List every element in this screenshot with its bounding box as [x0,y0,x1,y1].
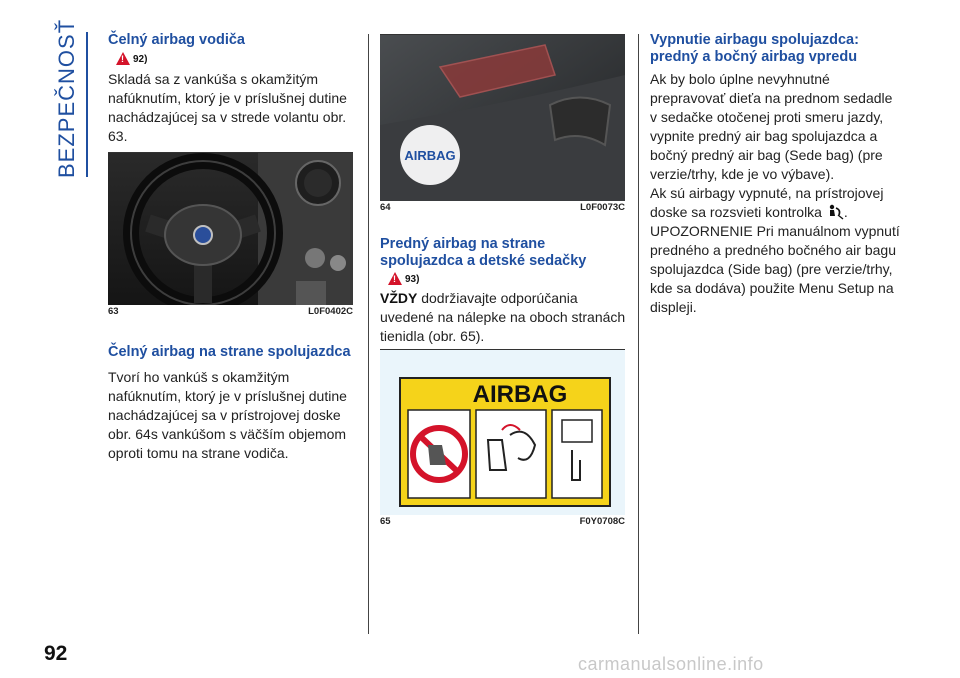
column-divider [638,34,639,634]
airbag-sticker-image [380,350,625,515]
warning-icon [116,52,130,65]
paragraph: Tvorí ho vankúš s okamžitým nafúknutím, ktorý je v príslušnej dutine nachádzajúcej sa v prístrojovej doske obr. 64s vankúšom s väčším objemom oproti tomu na strane vodiča. [108,369,347,461]
warning-ref: ! 92) [116,52,147,65]
figure-code: L0F0402C [308,306,353,317]
figure-63 [108,152,353,317]
airbag-label: AIRBAG [404,148,456,163]
heading-driver-airbag: Čelný airbag vodiča [108,32,245,48]
warning-ref: ! 93) [388,272,419,285]
page-number: 92 [44,642,68,665]
paragraph-notice: UPOZORNENIE Pri manuálnom vypnutí predného a predného bočného air bagu spolujazdca (Side bag) (pre verzie/trhy, kde sa dodáva) použite Menu Setup na displeji. [650,223,900,315]
figure-65 [380,349,625,525]
paragraph: VŽDY dodržiavajte odporúčania uvedené na nálepke na oboch stranách tienidla (obr. 65). [380,290,626,344]
section-title: BEZPEČNOSŤ [54,18,79,178]
paragraph: Ak sú airbagy vypnuté, na prístrojovej doske sa rozsvieti kontrolka . [650,185,884,220]
figure-number: 65 [380,516,391,527]
section-rule [86,32,88,177]
figure-number: 63 [108,306,119,317]
emphasis-text: VŽDY [380,290,418,306]
warning-icon [388,272,402,285]
watermark: carmanualsonline.info [578,654,764,674]
figure-number: 64 [380,202,391,213]
figure-code: L0F0073C [580,202,625,213]
heading-airbag-deactivation: Vypnutie airbagu spolujazdca: predný a bočný airbag vpredu [650,32,859,65]
section-tab [52,18,82,178]
airbag-off-lamp-icon [826,204,844,220]
figure-64 [380,34,625,213]
heading-child-seat: Predný airbag na strane spolujazdca a detské sedačky [380,236,587,269]
sticker-label: AIRBAG [472,381,568,408]
column-divider [368,34,369,634]
figure-code: F0Y0708C [579,516,625,527]
dashboard-airbag-image [380,35,625,201]
paragraph: Skladá sa z vankúša s okamžitým nafúknutím, ktorý je v príslušnej dutine nachádzajúcej sa v strede volantu obr. 63. [108,71,347,144]
steering-wheel-image [108,153,353,305]
paragraph: Ak by bolo úplne nevyhnutné prepravovať dieťa na prednom sedadle v sedačke otočenej proti smeru jazdy, vypnite predný air bag spolujazdca a bočný predný air bag (Sede bag) (pre verzie/trhy, kde je vo výbave). [650,71,893,182]
heading-passenger-airbag: Čelný airbag na strane spolujazdca [108,344,351,360]
